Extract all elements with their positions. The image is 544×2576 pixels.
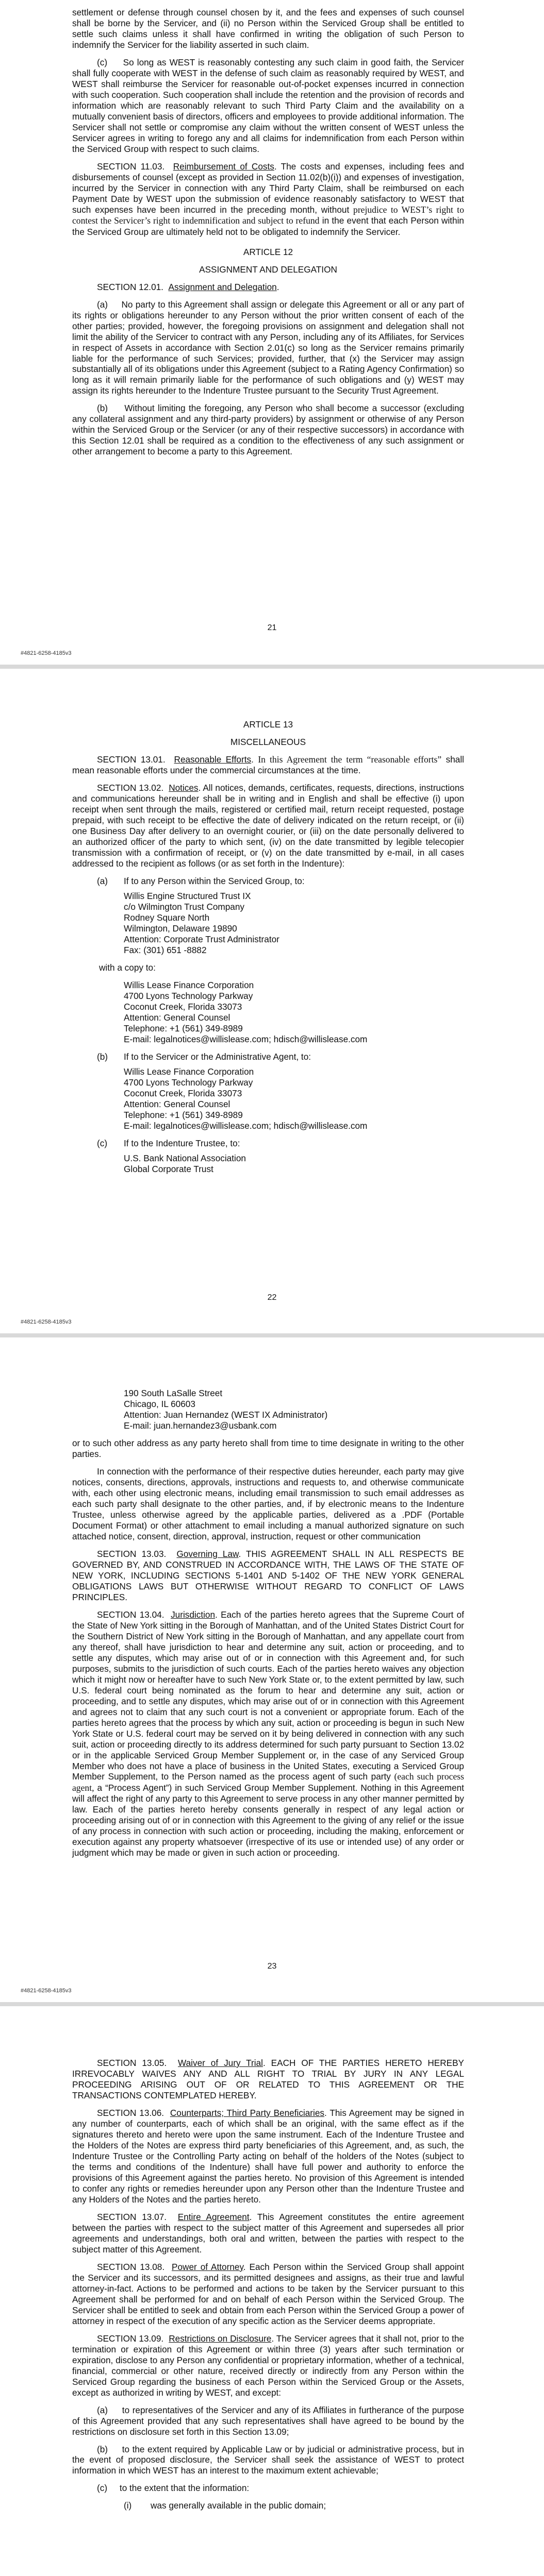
section-title: Entire Agreement xyxy=(177,2211,250,2222)
section-13-08: SECTION 13.08. Power of Attorney. Each Person within the Serviced Group shall appoint the Servicer and its successors, and its permitted designees and assigns, as their true and lawful attorney-in-fact. Actions to be performed and actions to be taken by the Servicer pursuant to this Agreement shall be performed for and on behalf of each Person within the Serviced Group. The Servicer shall be entitled to seek and obtain from each Person within the Serviced Group a power of attorney in respect of the execution of any specific action as the Servicer deems appropriate. xyxy=(72,2261,464,2326)
article-heading: ARTICLE 12 xyxy=(243,246,293,257)
notice-item-c: (c) If to the Indenture Trustee, to: xyxy=(97,1138,240,1148)
address-continued: 190 South LaSalle Street Chicago, IL 60603 Attention: Juan Hernandez (WEST IX Administrator) E-mail: juan.hernandez3@usbank.com xyxy=(124,1388,328,1431)
article-title: MISCELLANEOUS xyxy=(230,736,306,747)
paragraph-c: (c) to the extent that the information: xyxy=(97,2483,250,2494)
section-13-02: SECTION 13.02. Notices. All notices, demands, certificates, requests, directions, instructions and communications hereunder shall be in writing and in English and shall be effective (i) upon receipt when sent through the mails, registered or certified mail, return receipt requested, postage prepaid, with such receipt to be effective the date of delivery indicated on the return receipt, or (ii) one Business Day after delivery to an overnight courier, or (iii) on the date personally delivered to an authorized officer of the party to which sent, (iv) on the date transmitted by legible telecopier transmission with a confirmation of receipt, or (v) on the date transmitted by e-mail, in all cases addressed to the recipient as follows (or as set forth in the Indenture): xyxy=(72,783,464,869)
notice-item-b: (b) If to the Servicer or the Administrative Agent, to: xyxy=(97,1052,311,1062)
section-title: Restrictions on Disclosure xyxy=(169,2333,272,2344)
section-title: Reasonable Efforts xyxy=(174,754,252,765)
section-title: Governing Law xyxy=(176,1548,239,1559)
document-id: #4821-6258-4185v3 xyxy=(21,1319,72,1325)
section-title: Assignment and Delegation xyxy=(168,281,277,292)
paragraph: settlement or defense through counsel chosen by it, and the fees and expenses of such counsel shall be borne by the Servicer, and (ii) no Person within the Serviced Group shall be entitled to settle such claims unless it shall have confirmed in writing the obligation of such Person to indemnify the Servicer for the liability asserted in such claim. xyxy=(72,7,464,50)
section-13-09: SECTION 13.09. Restrictions on Disclosure. The Servicer agrees that it shall not, prior to the termination or expiration of this Agreement or within three (3) years after such termination or expiration, disclose to any Person any confidential or proprietary information, whether of a technical, financial, commercial or other nature, received directly or indirectly from any Person within the Serviced Group regarding the business of each Person within the Serviced Group or the Assets, except as authorized in writing by WEST, and except: xyxy=(72,2333,465,2398)
page-24-content xyxy=(72,2058,464,2515)
page-number: 22 xyxy=(267,1293,277,1302)
sub-item-i: (i) was generally available in the public domain; xyxy=(124,2500,326,2511)
page-21-content xyxy=(72,7,464,464)
section-13-07: SECTION 13.07. Entire Agreement. This Agreement constitutes the entire agreement between the parties with respect to the subject matter of this Agreement and supersedes all prior agreements and understandings, both oral and written, between the parties with respect to the subject matter of this Agreement. xyxy=(72,2211,464,2255)
page-22 xyxy=(0,669,544,1333)
section-13-05: SECTION 13.05. Waiver of Jury Trial. EACH OF THE PARTIES HERETO HEREBY IRREVOCABLY WAIVES ANY AND ALL RIGHT TO TRIAL BY JURY IN ANY LEGAL PROCEEDING ARISING OUT OF OR RELATED TO THIS AGREEMENT OR THE TRANSACTIONS CONTEMPLATED HEREBY. xyxy=(72,2058,465,2100)
section-12-01: SECTION 12.01. Assignment and Delegation. xyxy=(97,281,279,292)
section-title: Counterparts; Third Party Beneficiaries xyxy=(170,2107,324,2118)
with-copy-label: with a copy to: xyxy=(99,962,156,973)
page-23 xyxy=(0,1337,544,2002)
address-servicer: Willis Lease Finance Corporation 4700 Lyons Technology Parkway Coconut Creek, Florida 33073 Attention: General Counsel Telephone: +1 (561) 349-8989 E-mail: legalnotices@willislease.com; hdisch@willislease.com xyxy=(124,1066,368,1131)
page-number: 23 xyxy=(267,1962,277,1971)
page-separator xyxy=(0,2002,544,2006)
document-id: #4821-6258-4185v3 xyxy=(21,650,72,656)
address-copy: Willis Lease Finance Corporation 4700 Lyons Technology Parkway Coconut Creek, Florida 33073 Attention: General Counsel Telephone: +1 (561) 349-8989 E-mail: legalnotices@willislease.com; hdisch@willislease.com xyxy=(124,980,368,1045)
page-23-content xyxy=(72,1388,464,1865)
section-title: Reimbursement of Costs xyxy=(173,161,274,172)
address-serviced-group: Willis Engine Structured Trust IX c/o Wilmington Trust Company Rodney Square North Wilmington, Delaware 19890 Attention: Corporate Trust Administrator Fax: (301) 651 -8882 xyxy=(124,891,279,956)
section-title: Jurisdiction xyxy=(171,1609,216,1620)
address-indenture-trustee: U.S. Bank National Association Global Corporate Trust xyxy=(124,1153,246,1174)
section-13-03: SECTION 13.03. Governing Law. THIS AGREEMENT SHALL IN ALL RESPECTS BE GOVERNED BY, AND CONSTRUED IN ACCORDANCE WITH, THE LAWS OF THE STATE OF NEW YORK, INCLUDING SECTIONS 5-1401 AND 5-1402 OF THE NEW YORK GENERAL OBLIGATIONS LAWS BUT OTHERWISE WITHOUT REGARD TO CONFLICT OF LAWS PRINCIPLES. xyxy=(72,1548,464,1602)
paragraph-c: (c) So long as WEST is reasonably contesting any such claim in good faith, the Servicer shall fully cooperate with WEST in the defense of such claim as reasonably required by WEST, and WEST shall reimburse the Servicer for reasonable out-of-pocket expenses incurred in connection with such cooperation. Such cooperation shall include the retention and the provision of records and information which are reasonably relevant to such Third Party Claim and the availability on a mutually convenient basis of directors, officers and employees to provide additional information. The Servicer shall not settle or compromise any claim without the written consent of WEST unless the Servicer agrees in writing to forego any and all claims for indemnification from each Person within the Serviced Group with respect to such claims. xyxy=(72,57,464,154)
paragraph-b: (b) to the extent required by Applicable Law or by judicial or administrative process, but in the event of proposed disclosure, the Servicer shall seek the assistance of WEST to protect information in which WEST has an interest to the maximum extent achievable; xyxy=(72,2444,464,2476)
page-21 xyxy=(0,0,544,665)
section-13-06: SECTION 13.06. Counterparts; Third Party Beneficiaries. This Agreement may be signed in any number of counterparts, each of which shall be an original, with the same effect as if the signatures thereto and hereto were upon the same instrument. Each of the Indenture Trustee and the Holders of the Notes are express third party beneficiaries of this Agreement, and, as such, the Indenture Trustee or the Controlling Party acting on behalf of the holders of the Notes (subject to the terms and conditions of the Indenture) shall have full power and authority to enforce the provisions of this Agreement against the parties hereto. No provision of this Agreement is intended to confer any rights or remedies hereunder upon any Person other than the Indenture Trustee and any Holders of the Notes and the parties hereto. xyxy=(72,2107,464,2205)
page-separator xyxy=(0,1333,544,1337)
section-11-03: SECTION 11.03. Reimbursement of Costs. The costs and expenses, including fees and disbursements of counsel (except as provided in Section 11.02(b)(i)) and expenses of investigation, incurred by the Servicer in connection with any Third Party Claim, shall be reimbursed on each Payment Date by WEST upon the submission of evidence reasonably satisfactory to WEST that such expenses have been incurred in the preceding month, without prejudice to WEST’s right to contest the Servicer’s right to indemnification and subject to refund in the event that each Person within the Serviced Group are ultimately held not to be obligated to indemnify the Servicer. xyxy=(72,161,464,237)
section-title: Power of Attorney xyxy=(172,2261,243,2272)
article-title: ASSIGNMENT AND DELEGATION xyxy=(199,264,337,275)
section-title: Notices xyxy=(169,783,199,793)
section-13-04: SECTION 13.04. Jurisdiction. Each of the parties hereto agrees that the Supreme Court of the State of New York sitting in the Borough of Manhattan, and of the United States District Court for the Southern District of New York sitting in the Borough of Manhattan, and any appellate court from any thereof, shall have jurisdiction to hear and determine any suit, action or proceeding, and to settle any disputes, which may arise out of or in connection with this Agreement and, for such purposes, submits to the jurisdiction of such courts. Each of the parties hereto waives any objection which it might now or hereafter have to such New York State or, to the extent permitted by law, such U.S. federal court being nominated as the forum to hear and determine any suit, action or proceeding, and to settle any disputes, which may arise out of or in connection with this Agreement and agrees not to claim that any such court is not a convenient or appropriate forum. Each of the parties hereto agrees that the process by which any suit, action or proceeding is begun in such New York State or U.S. federal court may be served on it by being delivered in connection with any such suit, action or proceeding directly to its address determined for such party pursuant to Section 13.02 or in the applicable Serviced Group Member Supplement or, in the case of any Serviced Group Member who does not have a place of business in the United States, executing a Serviced Group Member Supplement, to the Person named as the process agent of such party (each such process agent, a “Process Agent”) in such Serviced Group Member Supplement. Nothing in this Agreement will affect the right of any party to this Agreement to serve process in any other manner permitted by law. Each of the parties hereto hereby consents generally in respect of any legal action or proceeding arising out of or in connection with this Agreement to the giving of any relief or the issue of any process in connection with such action or proceeding, including the making, enforcement or execution against any property whatsoever (irrespective of its use or intended use) of any order or judgment which may be made or given in such action or proceeding. xyxy=(72,1609,464,1858)
section-title: Waiver of Jury Trial xyxy=(178,2058,263,2068)
page-separator xyxy=(0,665,544,669)
paragraph: or to such other address as any party hereto shall from time to time designate in writing to the other parties. xyxy=(72,1437,464,1459)
page-24 xyxy=(0,2006,544,2576)
page-22-content xyxy=(72,719,464,1181)
paragraph-a: (a) No party to this Agreement shall assign or delegate this Agreement or all or any part of its rights or obligations hereunder to any Person without the prior written consent of each of the other parties; provided, however, the foregoing provisions on assignment and delegation shall not limit the ability of the Servicer to contract with any Person, including any of its Affiliates, for Services in respect of Assets in accordance with Section 2.01(c) so long as the Servicer remains primarily liable for the performance of such Services; provided, further, that (x) the Servicer may assign substantially all of its obligations under this Agreement (subject to a Rating Agency Confirmation) so long as it will remain primarily liable for the performance of such obligations and (y) WEST may assign its rights hereunder to the Indenture Trustee pursuant to the Security Trust Agreement. xyxy=(72,299,464,396)
notice-item-a: (a) If to any Person within the Serviced Group, to: xyxy=(97,876,305,887)
paragraph-a: (a) to representatives of the Servicer and any of its Affiliates in furtherance of the purpose of this Agreement provided that any such representatives shall have agreed to be bound by the restrictions on disclosure set forth in this Section 13.09; xyxy=(72,2404,464,2437)
paragraph-b: (b) Without limiting the foregoing, any Person who shall become a successor (excluding any collateral assignment and any third-party providers) by assignment or otherwise of any Person within the Serviced Group or the Servicer (or any of their respective successors) in accordance with this Section 12.01 shall be required as a condition to the effectiveness of any such assignment or other arrangement to become a party to this Agreement. xyxy=(72,403,464,457)
page-number: 21 xyxy=(267,623,277,632)
document-id: #4821-6258-4185v3 xyxy=(21,1988,72,1994)
section-13-01: SECTION 13.01. Reasonable Efforts. In this Agreement the term “reasonable efforts” shall mean reasonable efforts under the commercial circumstances at the time. xyxy=(72,754,464,776)
article-heading: ARTICLE 13 xyxy=(243,719,293,730)
paragraph: In connection with the performance of their respective duties hereunder, each party may give notices, consents, directions, approvals, instructions and requests to, and otherwise communicate with, each other using electronic means, including email transmission to such email addresses as each such party shall designate to the other parties, and, if by electronic means to the Indenture Trustee, unless otherwise agreed by the applicable parties, delivered as a .PDF (Portable Document Format) or other attachment to email including a manual authorized signature on such attached notice, consent, direction, approval, instruction, request or other communication xyxy=(72,1466,464,1541)
